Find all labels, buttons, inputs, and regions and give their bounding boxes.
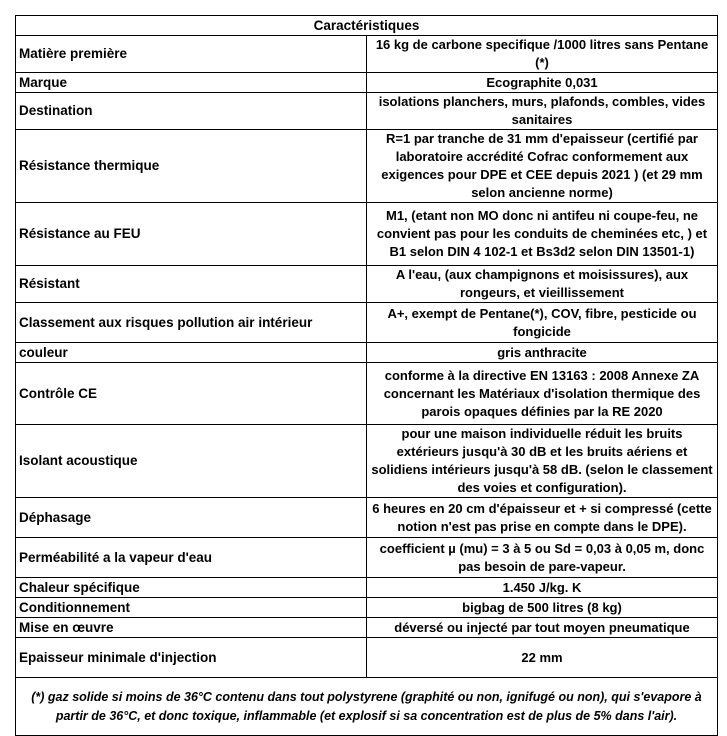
table-row bbox=[16, 618, 718, 638]
table-row bbox=[16, 303, 718, 343]
row-value: 16 kg de carbone specifique /1000 litres sans Pentane (*) bbox=[367, 36, 718, 73]
row-value: déversé ou injecté par tout moyen pneumatique bbox=[367, 618, 718, 638]
row-label: Matière première bbox=[16, 36, 367, 73]
row-label: Résistance au FEU bbox=[16, 203, 367, 266]
table-row bbox=[16, 73, 718, 93]
table-row bbox=[16, 538, 718, 578]
row-value: bigbag de 500 litres (8 kg) bbox=[367, 598, 718, 618]
header-row bbox=[16, 16, 718, 36]
row-value: 22 mm bbox=[367, 638, 718, 678]
row-value: A l'eau, (aux champignons et moisissures), aux rongeurs, et vieillissement bbox=[367, 266, 718, 303]
row-label: Contrôle CE bbox=[16, 363, 367, 425]
row-value: M1, (etant non MO donc ni antifeu ni coupe-feu, ne convient pas pour les conduits de cheminées etc, ) et B1 selon DIN 4 102-1 et Bs3d2 selon DIN 13501-1) bbox=[367, 203, 718, 266]
table-row bbox=[16, 203, 718, 266]
row-value: 1.450 J/kg. K bbox=[367, 578, 718, 598]
row-label: Résistant bbox=[16, 266, 367, 303]
table-row bbox=[16, 598, 718, 618]
row-value: conforme à la directive EN 13163 : 2008 Annexe ZA concernant les Matériaux d'isolation thermique des parois opaques définies par la RE 2020 bbox=[367, 363, 718, 425]
characteristics-table bbox=[15, 15, 718, 736]
table-row bbox=[16, 638, 718, 678]
table-row bbox=[16, 266, 718, 303]
row-label: Résistance thermique bbox=[16, 130, 367, 203]
row-label: Marque bbox=[16, 73, 367, 93]
row-value: Ecographite 0,031 bbox=[367, 73, 718, 93]
table-row bbox=[16, 93, 718, 130]
table-header: Caractéristiques bbox=[16, 16, 718, 36]
row-label: Perméabilité a la vapeur d'eau bbox=[16, 538, 367, 578]
table-row bbox=[16, 130, 718, 203]
table-row bbox=[16, 363, 718, 425]
row-label: Mise en œuvre bbox=[16, 618, 367, 638]
row-label: Conditionnement bbox=[16, 598, 367, 618]
row-value: isolations planchers, murs, plafonds, combles, vides sanitaires bbox=[367, 93, 718, 130]
table-row bbox=[16, 36, 718, 73]
row-value: R=1 par tranche de 31 mm d'epaisseur (certifié par laboratoire accrédité Cofrac conformement aux exigences pour DPE et CEE depuis 2021 ) (et 29 mm selon ancienne norme) bbox=[367, 130, 718, 203]
footnote-row bbox=[16, 678, 718, 736]
row-value: A+, exempt de Pentane(*), COV, fibre, pesticide ou fongicide bbox=[367, 303, 718, 343]
table-row bbox=[16, 425, 718, 498]
row-label: Isolant acoustique bbox=[16, 425, 367, 498]
row-label: Epaisseur minimale d'injection bbox=[16, 638, 367, 678]
row-label: couleur bbox=[16, 343, 367, 363]
row-label: Déphasage bbox=[16, 498, 367, 538]
table-row bbox=[16, 343, 718, 363]
table-row bbox=[16, 578, 718, 598]
row-label: Chaleur spécifique bbox=[16, 578, 367, 598]
row-value: pour une maison individuelle réduit les bruits extérieurs jusqu'à 30 dB et les bruits aériens et solidiens intérieurs jusqu'à 58 dB. (selon le classement des voies et configuration). bbox=[367, 425, 718, 498]
row-value: gris anthracite bbox=[367, 343, 718, 363]
row-label: Classement aux risques pollution air intérieur bbox=[16, 303, 367, 343]
row-value: 6 heures en 20 cm d'épaisseur et + si compressé (cette notion n'est pas prise en compte dans le DPE). bbox=[367, 498, 718, 538]
row-label: Destination bbox=[16, 93, 367, 130]
footnote: (*) gaz solide si moins de 36°C contenu dans tout polystyrene (graphité ou non, ignifugé ou non), qui s'evapore à partir de 36°C, et donc toxique, inflammable (et explosif si sa concentration est de plus de 5% dans l'air). bbox=[16, 678, 718, 736]
row-value: coefficient µ (mu) = 3 à 5 ou Sd = 0,03 à 0,05 m, donc pas besoin de pare-vapeur. bbox=[367, 538, 718, 578]
table-row bbox=[16, 498, 718, 538]
characteristics-sheet bbox=[15, 15, 718, 736]
